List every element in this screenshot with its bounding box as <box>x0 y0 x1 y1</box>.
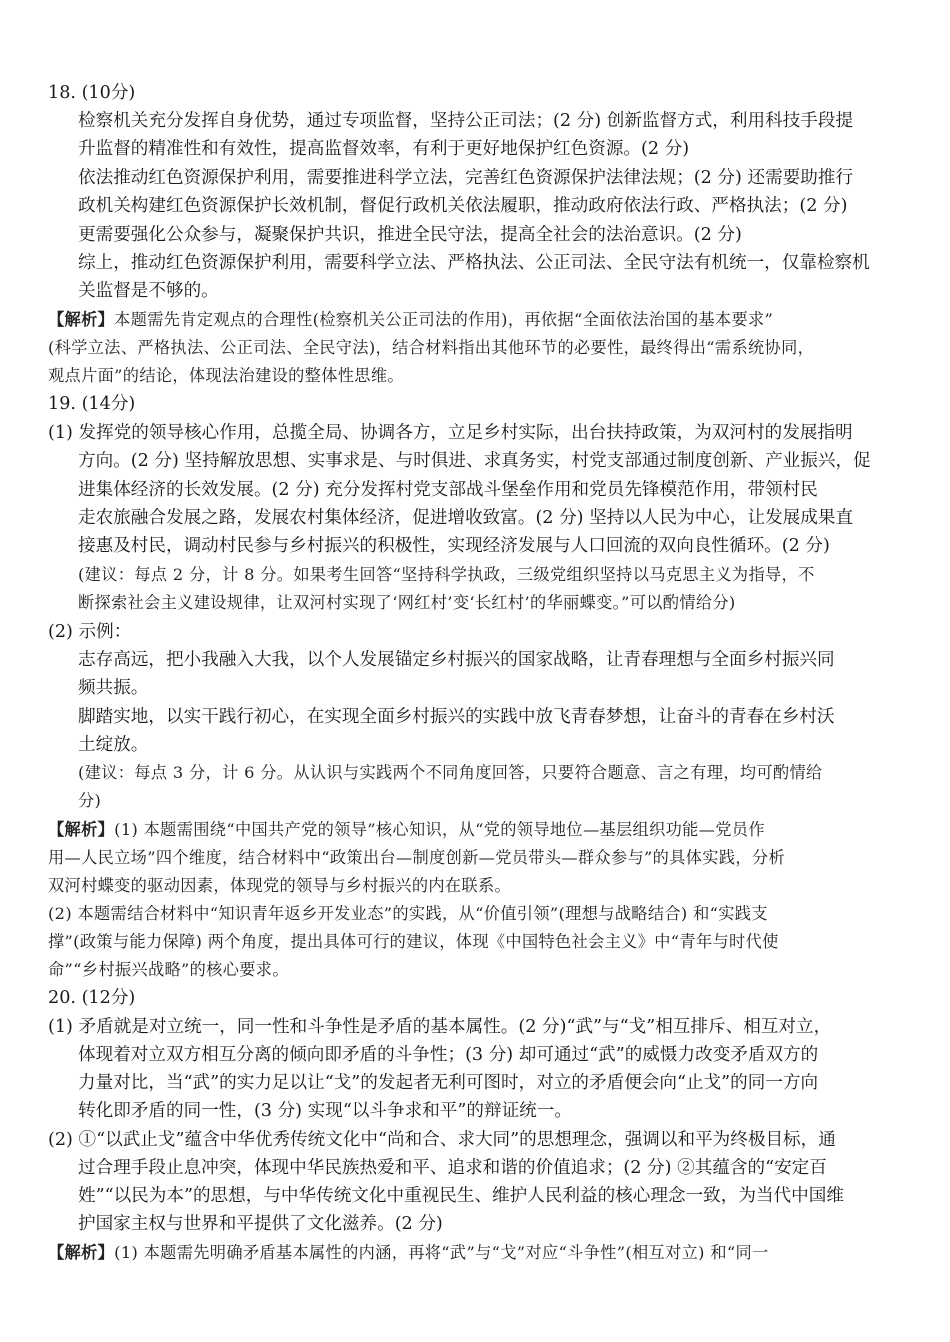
q19-part1-line: 方向。(2 分) 坚持解放思想、实事求是、与时俱进、求真务实，村党支部通过制度创新、产业振兴，促 <box>78 451 871 471</box>
q19-header: 19. (14分) <box>48 394 136 414</box>
q18-line: 更需要强化公众参与，凝聚保护共识，推进全民守法，提高全社会的法治意识。(2 分) <box>78 225 742 245</box>
q20-part2-line: (2) ①“以武止戈”蕴含中华优秀传统文化中“尚和合、求大同”的思想理念，强调以和平为终极目标，通 <box>48 1130 836 1150</box>
analysis-text: 撑”(政策与能力保障) 两个角度，提出具体可行的建议，体现《中国特色社会主义》中“青年与时代使 <box>48 932 779 951</box>
q20-part2-line: 护国家主权与世界和平提供了文化滋养。(2 分) <box>78 1214 443 1234</box>
q18-line: 检察机关充分发挥自身优势，通过专项监督，坚持公正司法；(2 分) 创新监督方式，利用科技手段提 <box>78 111 854 131</box>
q19-part1-line: 接惠及村民，调动村民参与乡村振兴的积极性，实现经济发展与人口回流的双向良性循环。(2 分) <box>78 536 830 556</box>
q19-note-line: 断探索社会主义建设规律，让双河村实现了‘网红村’变‘长红村’的华丽蝶变。”可以酌情给分) <box>78 593 736 612</box>
q19-part1-line: 走农旅融合发展之路，发展农村集体经济，促进增收致富。(2 分) 坚持以人民为中心，让发展成果直 <box>78 508 854 528</box>
q20-part2-line: 姓”“以民为本”的思想，与中华传统文化中重视民生、维护人民利益的核心理念一致，为当代中国维 <box>78 1186 844 1206</box>
q20-part1-line: (1) 矛盾就是对立统一，同一性和斗争性是矛盾的基本属性。(2 分)“武”与“戈”相互排斥、相互对立， <box>48 1017 832 1037</box>
analysis-mark: 【解析】 <box>48 1243 115 1262</box>
analysis-text: 用—人民立场”四个维度，结合材料中“政策出台—制度创新—党员带头—群众参与”的具体实践，分析 <box>48 848 785 867</box>
q18-line: 升监督的精准性和有效性，提高监督效率，有利于更好地保护红色资源。(2 分) <box>78 139 690 159</box>
analysis-text: (科学立法、严格执法、公正司法、全民守法)，结合材料指出其他环节的必要性，最终得出“需系统协同， <box>48 338 815 357</box>
q19-note-line: 分) <box>78 791 102 810</box>
q19-part2-line: 志存高远，把小我融入大我，以个人发展锚定乡村振兴的国家战略，让青春理想与全面乡村振兴同 <box>78 650 835 670</box>
q18-analysis-first <box>48 307 773 333</box>
q19-part2-label: (2) 示例： <box>48 622 132 642</box>
q19-part2-line: 土绽放。 <box>78 735 149 755</box>
analysis-text: 命”“乡村振兴战略”的核心要求。 <box>48 960 289 979</box>
analysis-text: 本题需先肯定观点的合理性(检察机关公正司法的作用)，再依据“全面依法治国的基本要求” <box>114 310 774 329</box>
q20-part1-line: 体现着对立双方相互分离的倾向即矛盾的斗争性；(3 分) 却可通过“武”的威慑力改变矛盾双方的 <box>78 1045 819 1065</box>
analysis-text: 双河村蝶变的驱动因素，体现党的领导与乡村振兴的内在联系。 <box>48 876 512 895</box>
q18-header: 18. (10分) <box>48 83 136 103</box>
analysis-text: 观点片面”的结论，体现法治建设的整体性思维。 <box>48 366 404 385</box>
q18-line: 关监督是不够的。 <box>78 281 219 301</box>
analysis-text: (1) 本题需先明确矛盾基本属性的内涵，再将“武”与“戈”对应“斗争性”(相互对立) 和“同一 <box>114 1243 769 1262</box>
q18-line: 政机关构建红色资源保护长效机制，督促行政机关依法履职，推动政府依法行政、严格执法；(2 分) <box>78 196 848 216</box>
q19-note-line: (建议：每点 2 分，计 8 分。如果考生回答“坚持科学执政，三级党组织坚持以马克思主义为指导，不 <box>78 565 815 584</box>
q20-part1-line: 力量对比，当“武”的实力足以让“戈”的发起者无利可图时，对立的矛盾便会向“止戈”的同一方向 <box>78 1073 819 1093</box>
q19-analysis-first <box>48 817 765 843</box>
analysis-text: (2) 本题需结合材料中“知识青年返乡开发业态”的实践，从“价值引领”(理想与战略结合) 和“实践支 <box>48 904 768 923</box>
q20-part2-line: 过合理手段止息冲突，体现中华民族热爱和平、追求和谐的价值追求；(2 分) ②其蕴含的“安定百 <box>78 1158 827 1178</box>
q20-analysis-first <box>48 1240 769 1266</box>
analysis-text: (1) 本题需围绕“中国共产党的领导”核心知识，从“党的领导地位—基层组织功能—党员作 <box>114 820 765 839</box>
q19-note-line: (建议：每点 3 分，计 6 分。从认识与实践两个不同角度回答，只要符合题意、言之有理，均可酌情给 <box>78 763 823 782</box>
q19-part2-line: 频共振。 <box>78 678 149 698</box>
analysis-mark: 【解析】 <box>48 310 115 329</box>
q18-line: 依法推动红色资源保护利用，需要推进科学立法，完善红色资源保护法律法规；(2 分) 还需要助推行 <box>78 168 854 188</box>
q19-part2-line: 脚踏实地，以实干践行初心，在实现全面乡村振兴的实践中放飞青春梦想，让奋斗的青春在乡村沃 <box>78 707 835 727</box>
analysis-mark: 【解析】 <box>48 820 115 839</box>
q19-part1-line: (1) 发挥党的领导核心作用，总揽全局、协调各方，立足乡村实际，出台扶持政策，为双河村的发展指明 <box>48 423 853 443</box>
q20-header: 20. (12分) <box>48 988 136 1008</box>
q19-part1-line: 进集体经济的长效发展。(2 分) 充分发挥村党支部战斗堡垒作用和党员先锋模范作用，带领村民 <box>78 480 818 500</box>
q20-part1-line: 转化即矛盾的同一性，(3 分) 实现“以斗争求和平”的辩证统一。 <box>78 1101 572 1121</box>
q18-line: 综上，推动红色资源保护利用，需要科学立法、严格执法、公正司法、全民守法有机统一，仅靠检察机 <box>78 253 870 273</box>
